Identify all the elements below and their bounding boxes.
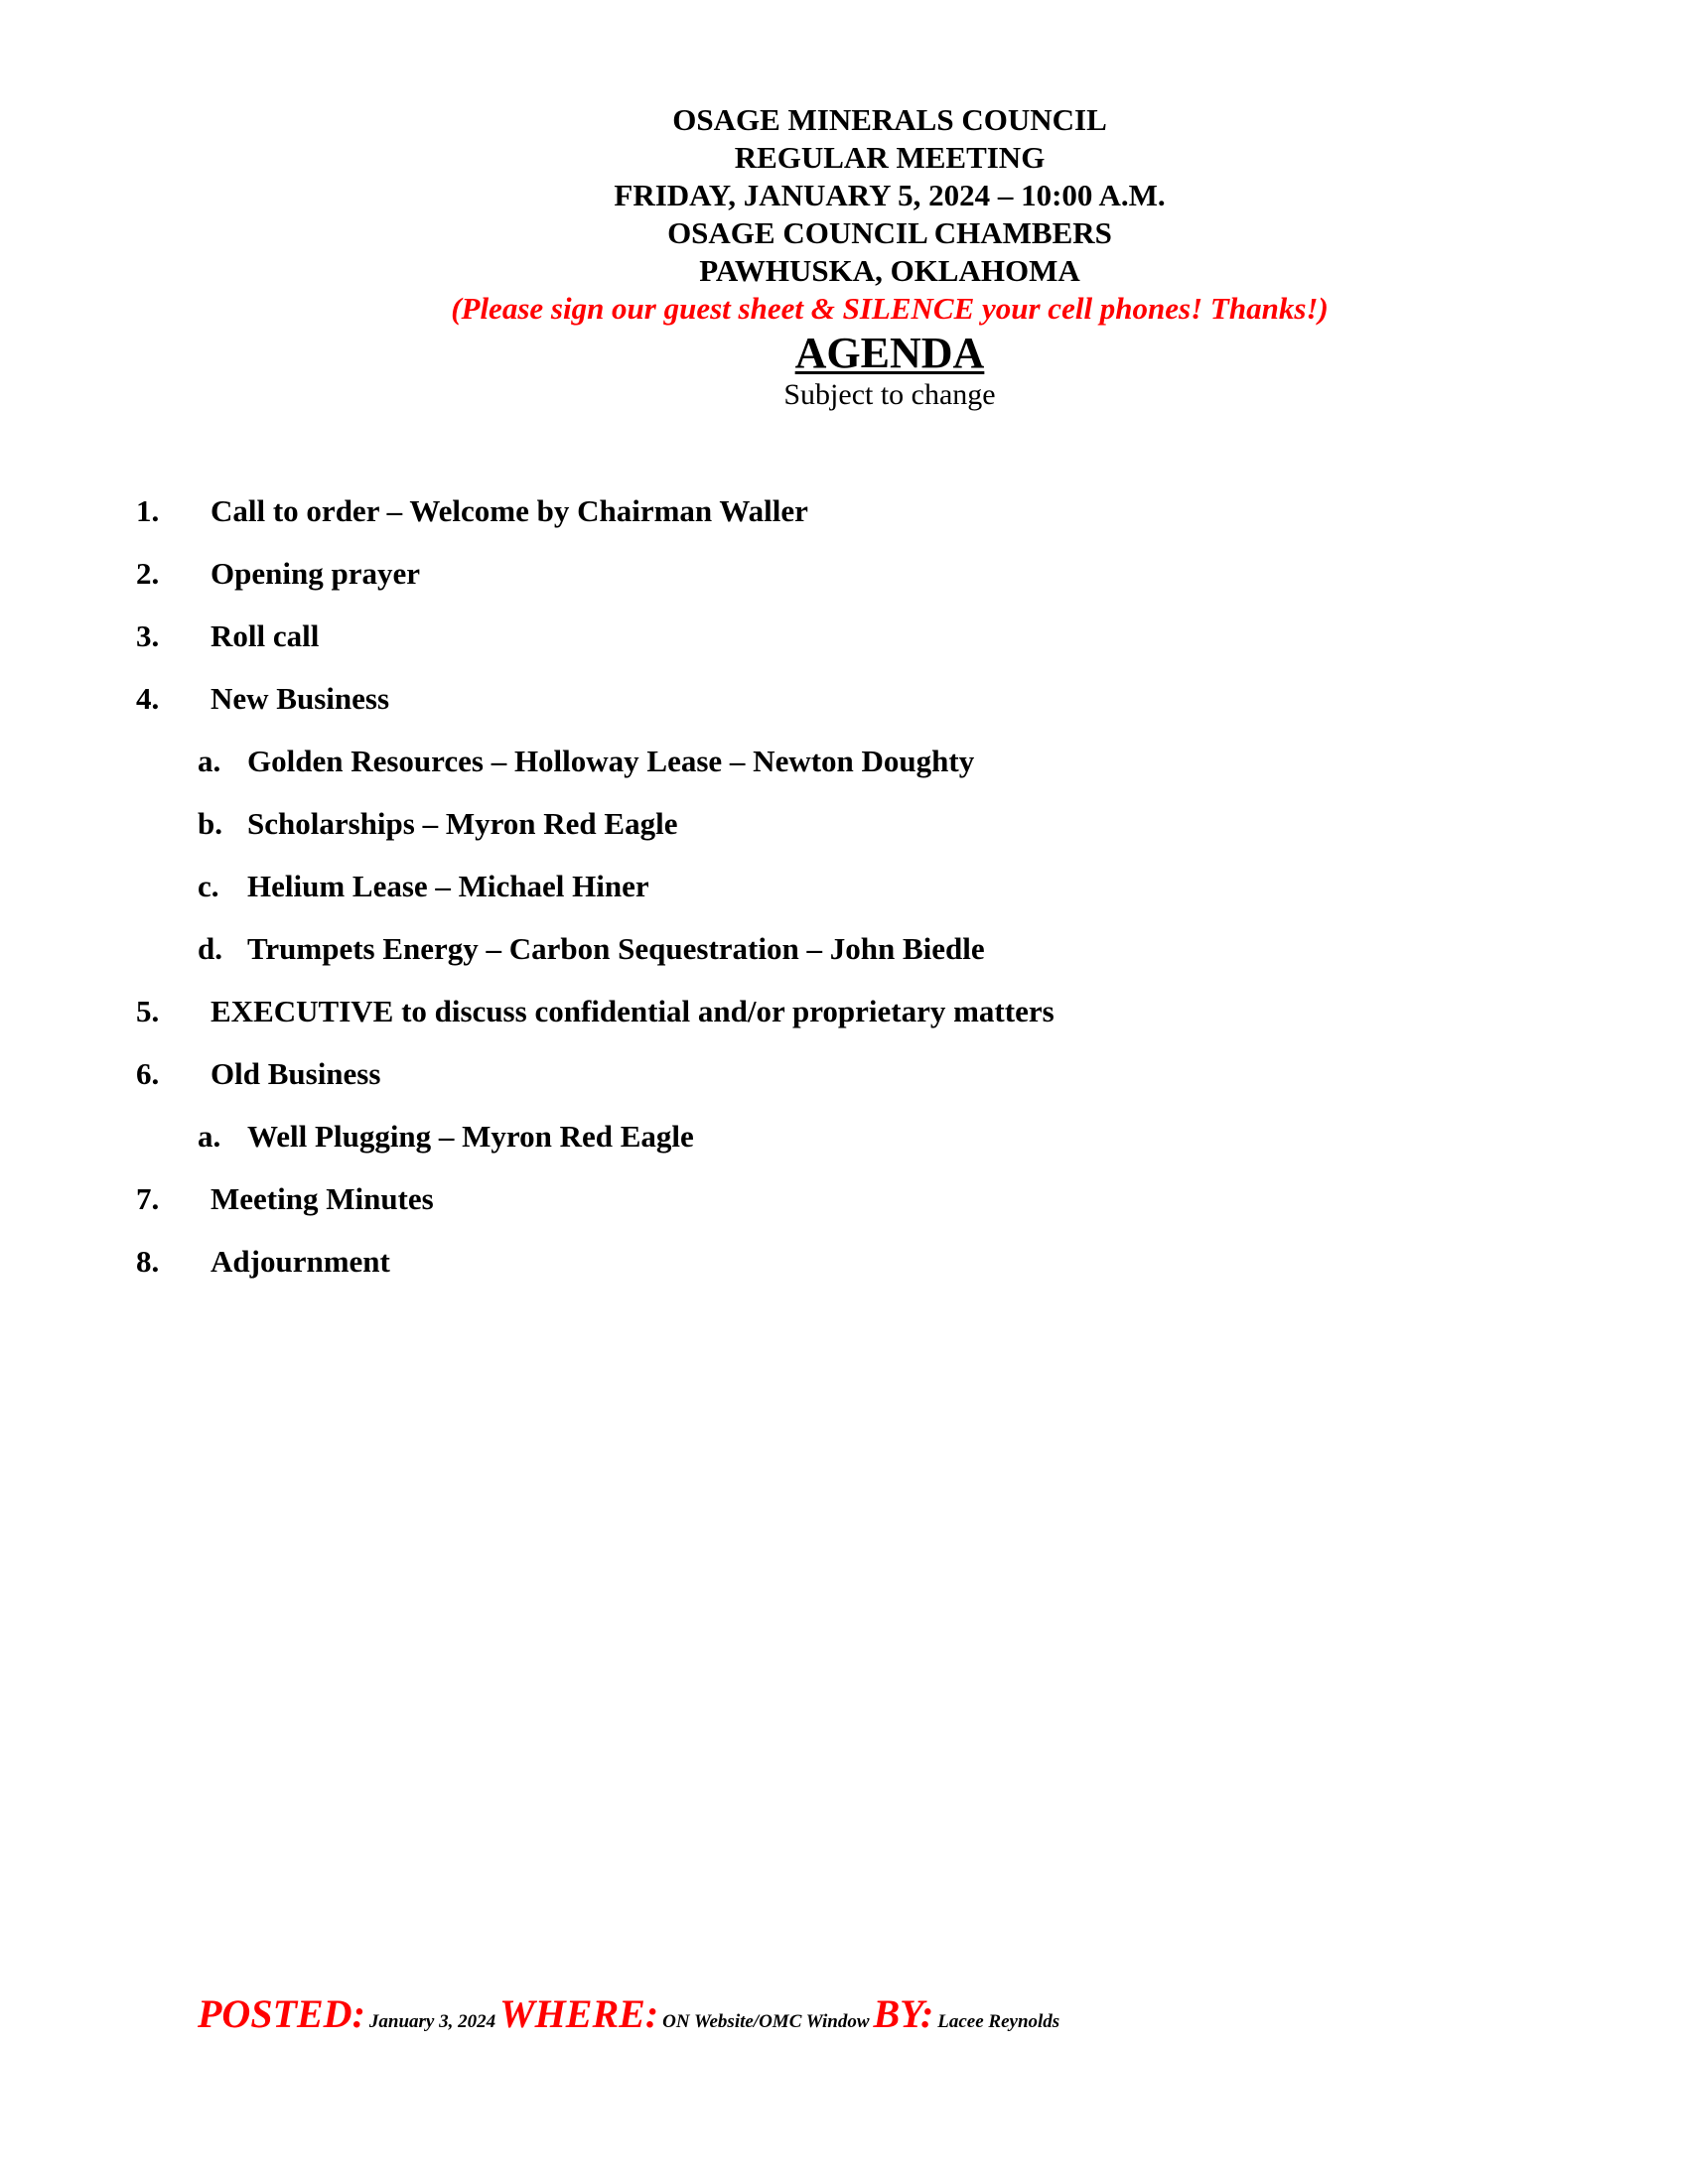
agenda-item-7 — [0, 1180, 1589, 1243]
item-number: 7. — [136, 1181, 160, 1216]
item-letter: b. — [198, 806, 222, 841]
posting-footer — [198, 1990, 1059, 2046]
meeting-venue: OSAGE COUNCIL CHAMBERS — [667, 215, 1112, 250]
posted-location: ON Website/OMC Window — [662, 2011, 870, 2032]
agenda-item-3 — [0, 617, 1589, 680]
guest-notice: (Please sign our guest sheet & SILENCE your cell phones! Thanks!) — [451, 291, 1329, 326]
agenda-item-1 — [0, 492, 1589, 555]
agenda-item-4 — [0, 680, 1589, 743]
item-text: Old Business — [211, 1056, 381, 1091]
item-number: 4. — [136, 681, 160, 716]
item-text: Opening prayer — [211, 556, 420, 591]
organization-name: OSAGE MINERALS COUNCIL — [672, 102, 1107, 137]
item-text: Well Plugging – Myron Red Eagle — [247, 1119, 694, 1154]
agenda-subtitle: Subject to change — [783, 378, 996, 411]
item-number: 2. — [136, 556, 160, 591]
item-letter: d. — [198, 931, 222, 966]
agenda-item-5 — [0, 993, 1589, 1055]
agenda-title: AGENDA — [794, 329, 985, 377]
item-letter: a. — [198, 744, 221, 778]
meeting-date-time: FRIDAY, JANUARY 5, 2024 – 10:00 A.M. — [614, 178, 1166, 212]
by-label: BY: — [873, 1991, 934, 2036]
item-text: Scholarships – Myron Red Eagle — [247, 806, 678, 841]
meeting-type: REGULAR MEETING — [734, 140, 1046, 175]
agenda-subitem-4a — [0, 743, 1589, 805]
posted-label: POSTED: — [198, 1991, 365, 2036]
item-text: Golden Resources – Holloway Lease – Newton Doughty — [247, 744, 975, 778]
item-letter: a. — [198, 1119, 221, 1154]
item-text: Roll call — [211, 618, 320, 653]
agenda-item-2 — [0, 555, 1589, 617]
item-number: 1. — [136, 493, 160, 528]
item-number: 8. — [136, 1244, 160, 1279]
item-letter: c. — [198, 869, 219, 903]
item-text: New Business — [211, 681, 390, 716]
agenda-subitem-4b — [0, 805, 1589, 868]
agenda-subitem-4c — [0, 868, 1589, 930]
agenda-subitem-4d — [0, 930, 1589, 993]
item-text: EXECUTIVE to discuss confidential and/or proprietary matters — [211, 994, 1055, 1028]
item-text: Helium Lease – Michael Hiner — [247, 869, 649, 903]
item-number: 3. — [136, 618, 160, 653]
agenda-list — [0, 492, 1589, 1305]
item-number: 5. — [136, 994, 160, 1028]
meeting-city: PAWHUSKA, OKLAHOMA — [699, 253, 1080, 288]
item-number: 6. — [136, 1056, 160, 1091]
agenda-item-6 — [0, 1055, 1589, 1118]
where-label: WHERE: — [499, 1991, 659, 2036]
posted-by: Lacee Reynolds — [937, 2011, 1060, 2032]
item-text: Call to order – Welcome by Chairman Waller — [211, 493, 808, 528]
agenda-subitem-6a — [0, 1118, 1589, 1180]
document-header — [0, 101, 1688, 413]
item-text: Adjournment — [211, 1244, 390, 1279]
agenda-item-8 — [0, 1243, 1589, 1305]
item-text: Meeting Minutes — [211, 1181, 434, 1216]
posted-date: January 3, 2024 — [368, 2011, 496, 2032]
item-text: Trumpets Energy – Carbon Sequestration – John Biedle — [247, 931, 985, 966]
